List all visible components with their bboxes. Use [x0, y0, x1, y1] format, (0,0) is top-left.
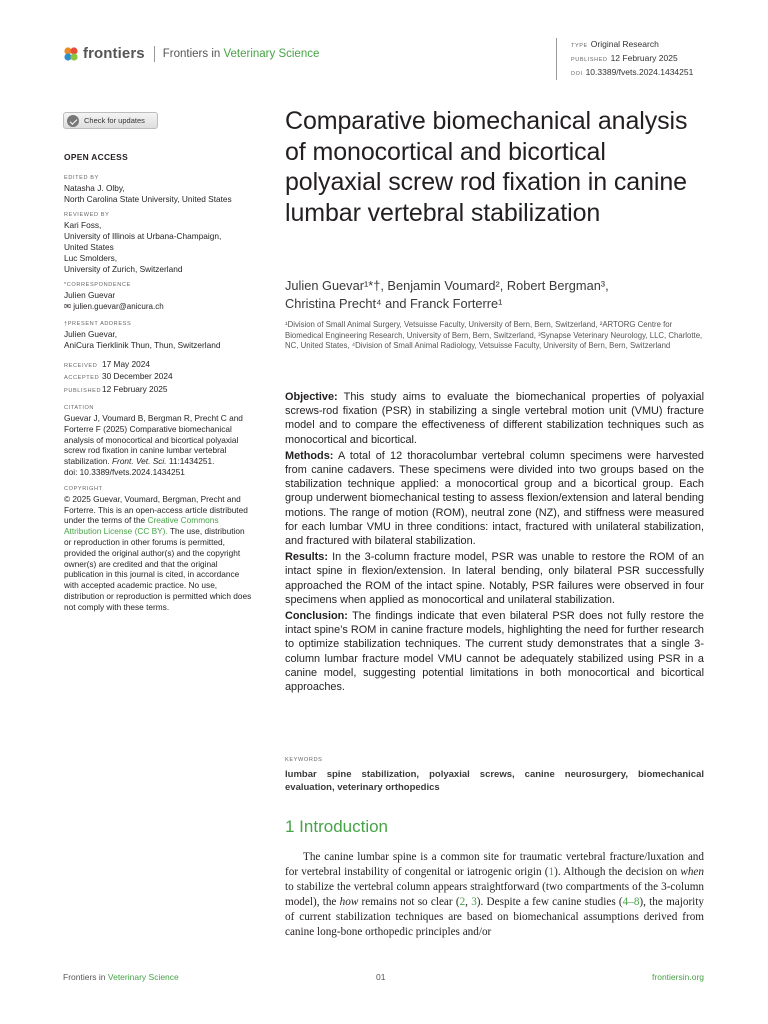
- dates-block: RECEIVED 17 May 2024 ACCEPTED 30 December 2024 PUBLISHED12 February 2025: [64, 358, 173, 395]
- footer-site-link[interactable]: frontiersin.org: [652, 972, 704, 982]
- check-for-updates-button[interactable]: [63, 112, 158, 129]
- frontiers-logo-icon: [63, 46, 79, 62]
- page-number: 01: [376, 972, 386, 982]
- article-type: Original Research: [590, 39, 659, 49]
- article-sidebar: [64, 152, 254, 621]
- article-title: Comparative biomechanical analysis of monocortical and bicortical polyaxial screw rod fixation in canine lumbar vertebral stabilization: [285, 107, 688, 227]
- reference-link[interactable]: 3: [471, 896, 477, 908]
- keywords: lumbar spine stabilization, polyaxial screws, canine neurosurgery, biomechanical evaluation, veterinary orthopedics: [285, 769, 704, 793]
- journal-title: Frontiers in Veterinary Science: [162, 47, 320, 60]
- cc-by-license-link[interactable]: Creative Commons Attribution License (CC BY).: [64, 515, 219, 537]
- abstract: [285, 390, 704, 696]
- check-for-updates-label: Check for updates: [84, 116, 145, 125]
- edited-by-block: EDITED BY Natasha J. Olby, North Carolina State University, United States: [64, 174, 232, 204]
- article-meta: TYPE Original Research PUBLISHED 12 February 2025 DOI 10.3389/fvets.2024.1434251: [556, 38, 693, 80]
- reference-link[interactable]: 4–8: [622, 896, 640, 908]
- citation-block: CITATION Guevar J, Voumard B, Bergman R, Precht C and Forterre F (2025) Comparative biomechanical analysis of monocortical and bicortical polyaxial screw rod fixation in canine lumbar vertebral stabilization. Front. Vet. Sci. 11:1434251. doi: 10.3389/fvets.2024.1434251: [64, 404, 243, 477]
- affiliations: ¹Division of Small Animal Surgery, Vetsuisse Faculty, University of Bern, Bern, Switzerland, ²ARTORG Centre for Biomedical Engineering Research, University of Bern, Bern, Switzerland, ³Synapse Veterinary Neurology, LLC, Charlotte, NC, United States, ⁴Division of Small Animal Radiology, Vetsuisse Faculty, University of Bern, Bern, Switzerland: [285, 320, 703, 350]
- section-heading-introduction: 1 Introduction: [285, 817, 389, 836]
- reference-link[interactable]: 1: [548, 866, 555, 878]
- keywords-label: KEYWORDS: [285, 757, 323, 763]
- brand-name: frontiers: [83, 45, 145, 62]
- reference-link[interactable]: 2: [459, 896, 466, 908]
- abstract-methods: Methods: A total of 12 thoracolumbar vertebral column specimens were harvested from canine cadavers. These specimens were divided into two groups based on the stabilization technique applied: a monocortical group and a bicortical group. Each group underwent biomechanical testing to assess flexion/extension and lateral bending motions. The range of motion (ROM), neutral zone (NZ), and stiffness were measured for each lumbar VMU in three conditions: intact, fractured with unilateral stabilization, and fractured with bilateral stabilization.: [285, 449, 704, 548]
- correspondence-block: *CORRESPONDENCE Julien Guevar ✉ julien.guevar@anicura.ch: [64, 282, 164, 312]
- citation-doi[interactable]: doi: 10.3389/fvets.2024.1434251: [64, 466, 185, 477]
- open-access-label: OPEN ACCESS: [64, 152, 128, 162]
- refresh-check-icon: [67, 115, 79, 127]
- author-list: Julien Guevar¹*†, Benjamin Voumard², Robert Bergman³, Christina Precht⁴ and Franck Forterre¹: [285, 278, 609, 311]
- doi-link[interactable]: 10.3389/fvets.2024.1434251: [585, 67, 694, 77]
- abstract-conclusion: Conclusion: The findings indicate that even bilateral PSR does not fully restore the intact spine’s ROM in canine fracture models, highlighting the need for further research to optimize stabilization techniques. The current study demonstrates that a single 3-column lumbar fracture model VMU cannot be adequately stabilized using PSR in a canine model, suggesting potential limitations in both monocortical and bicortical approaches.: [285, 610, 704, 694]
- copyright-block: COPYRIGHT © 2025 Guevar, Voumard, Bergman, Precht and Forterre. This is an open-access article distributed under the terms of the Creative Commons Attribution License (CC BY). The use, distribution or reproduction in other forums is permitted, provided the original author(s) and the copyright owner(s) are credited and that the original publication in this journal is cited, in accordance with accepted academic practice. No use, distribution or reproduction is permitted which does not comply with these terms.: [64, 485, 252, 612]
- header-divider: [154, 46, 155, 62]
- abstract-objective: Objective: This study aims to evaluate the biomechanical properties of polyaxial screws-rod fixation (PSR) in stabilizing a single vertebral motion unit (VMU) fracture model and to compare the effectiveness of different stabilization techniques such as monocortical and bicortical.: [285, 391, 704, 446]
- introduction-paragraph: The canine lumbar spine is a common site for traumatic vertebral fracture/luxation and for vertebral instability of congenital or iatrogenic origin (1). Although the decision on when to stabilize the vertebral column appears straightforward (two compartments of the 3-column model), the how remains not so clear (2, 3). Despite a few canine studies (4–8), the majority of current stabilization techniques are based on biomechanical assumptions derived from canine long-bone orthopedic principles and/or: [285, 851, 704, 938]
- footer-journal: Frontiers in Veterinary Science: [63, 972, 179, 982]
- reviewed-by-block: REVIEWED BY Kari Foss, University of Illinois at Urbana-Champaign, United States Luc Smolders, University of Zurich, Switzerland: [64, 212, 222, 274]
- present-address-block: †PRESENT ADDRESS Julien Guevar, AniCura Tierklinik Thun, Thun, Switzerland: [64, 320, 221, 350]
- mail-icon: ✉: [64, 301, 71, 312]
- correspondence-email[interactable]: julien.guevar@anicura.ch: [73, 302, 164, 312]
- publish-date: 12 February 2025: [610, 53, 678, 63]
- journal-header: [63, 45, 319, 62]
- abstract-results: Results: In the 3-column fracture model, PSR was unable to restore the ROM of an intact spine in flexion/extension. In lateral bending, only bilateral PSR successfully approached the ROM of the intact spine. Notably, PSR failures were observed in four specimens when applied as monocortical and unilateral stabilization.: [285, 551, 704, 606]
